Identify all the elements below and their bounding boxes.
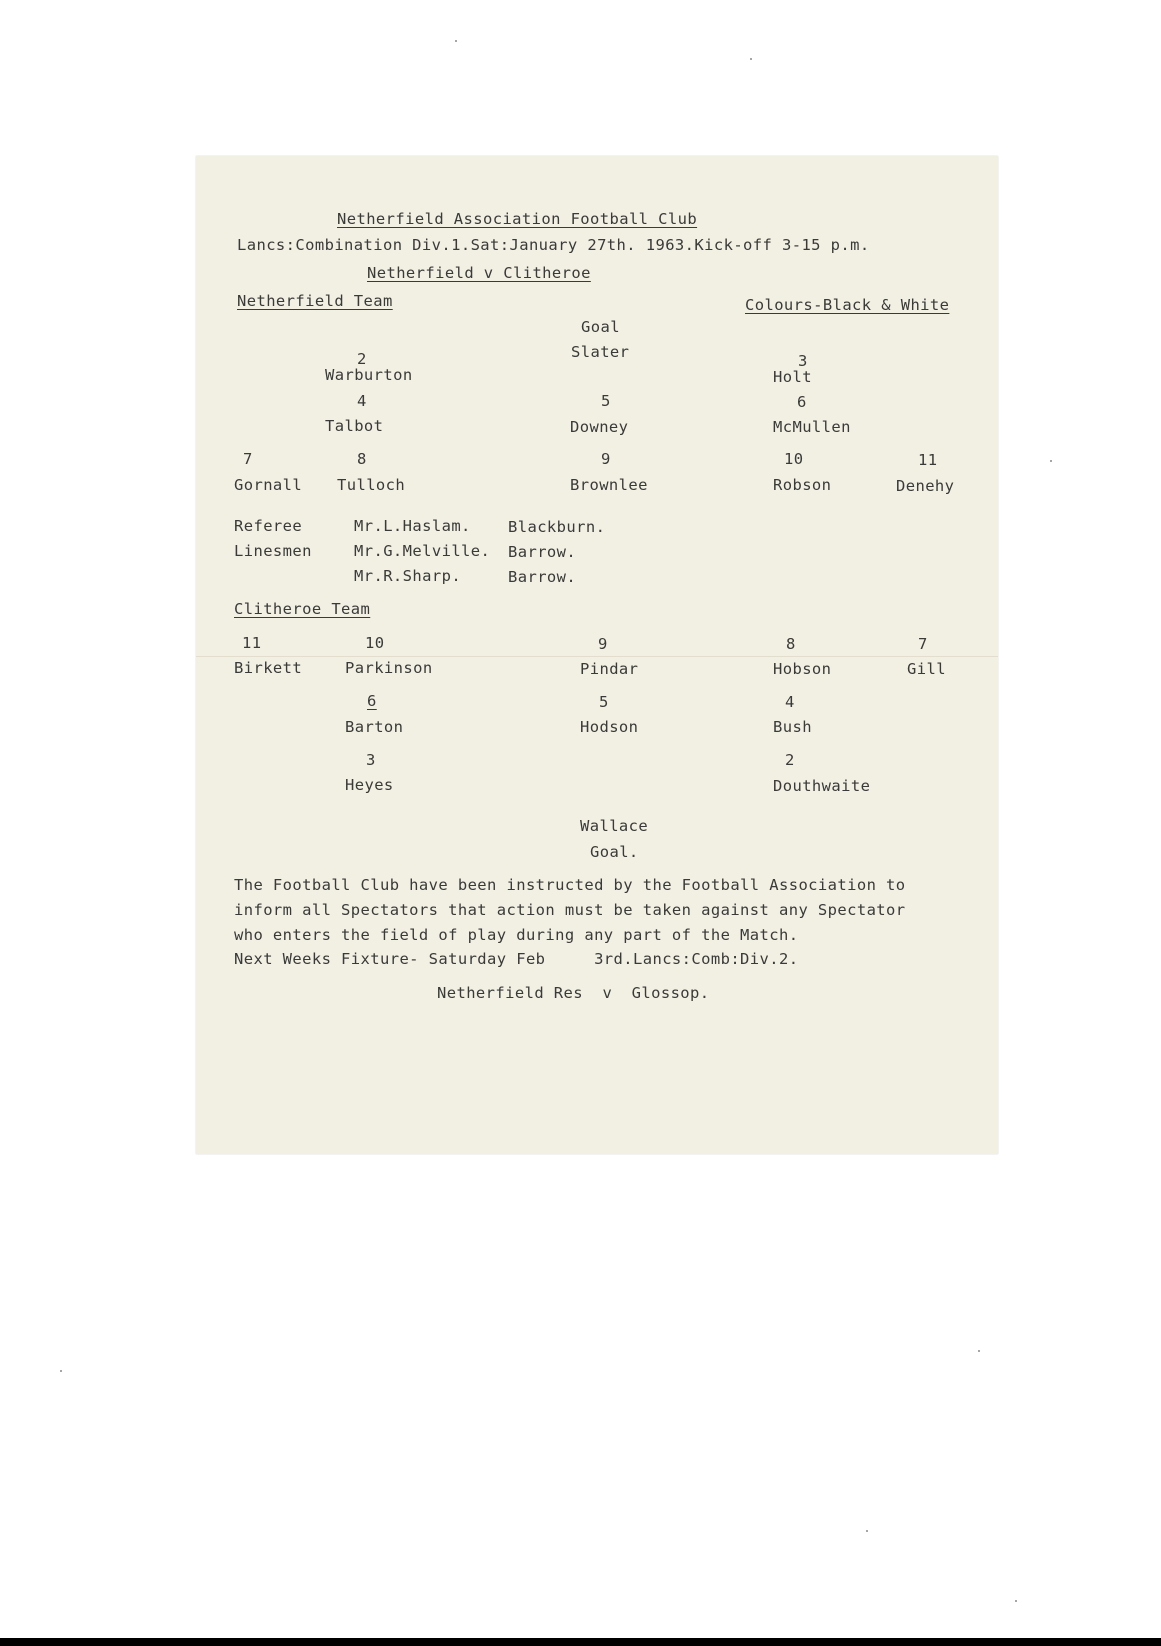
player-number: 4 [785,693,795,711]
player-number: 10 [784,450,804,468]
netherfield-goalkeeper: Slater [571,343,630,361]
scan-speck [750,58,752,60]
player-number: 4 [357,392,367,410]
scan-speck [978,1350,980,1352]
player-name: Gill [907,660,946,678]
notice-line: who enters the field of play during any part of the Match. [234,926,799,944]
scan-speck [1050,460,1052,462]
scan-speck [1015,1600,1017,1602]
player-name: Downey [570,418,629,436]
player-number: 9 [598,635,608,653]
player-name: Brownlee [570,476,648,494]
player-name: Hobson [773,660,832,678]
player-number: 11 [918,451,938,469]
paper-fold [196,656,998,657]
player-name: Heyes [345,776,394,794]
player-number: 10 [365,634,385,652]
player-number: 6 [797,393,807,411]
player-number: 5 [599,693,609,711]
player-name: Douthwaite [773,777,871,795]
next-fixture-line: Next Weeks Fixture- Saturday Feb 3rd.Lancs:Comb:Div.2. [234,950,799,968]
player-name: Holt [773,368,812,386]
notice-line: The Football Club have been instructed by the Football Association to [234,876,906,894]
player-number: 8 [357,450,367,468]
scan-edge [0,1638,1161,1646]
clitheroe-goal-label: Goal. [590,843,639,861]
colours-label: Colours-Black & White [745,296,950,314]
linesman-town: Barrow. [508,568,577,586]
scan-speck [866,1530,868,1532]
player-name: Talbot [325,417,384,435]
next-fixture-match: Netherfield Res v Glossop. [437,984,710,1002]
player-name: Warburton [325,366,413,384]
player-number: 3 [366,751,376,769]
scan-speck [60,1370,62,1372]
player-number: 7 [918,635,928,653]
player-name: Barton [345,718,404,736]
player-name: Birkett [234,659,303,677]
linesman-town: Barrow. [508,543,577,561]
player-name: Pindar [580,660,639,678]
referee-name: Mr.L.Haslam. [354,517,471,535]
player-number: 8 [786,635,796,653]
referee-town: Blackburn. [508,518,606,536]
referee-label: Referee [234,517,303,535]
player-number: 5 [601,392,611,410]
player-name: Gornall [234,476,303,494]
linesman-name: Mr.R.Sharp. [354,567,462,585]
netherfield-goal-label: Goal [581,318,620,336]
linesman-name: Mr.G.Melville. [354,542,491,560]
player-number: 7 [243,450,253,468]
player-name: Denehy [896,477,955,495]
player-name: McMullen [773,418,851,436]
player-name: Bush [773,718,812,736]
fixture-title: Netherfield v Clitheroe [367,264,591,282]
player-name: Hodson [580,718,639,736]
player-number: 11 [242,634,262,652]
player-number: 6 [367,692,377,710]
linesmen-label: Linesmen [234,542,312,560]
player-name: Parkinson [345,659,433,677]
player-number: 3 [798,352,808,370]
player-number: 9 [601,450,611,468]
player-number: 2 [357,350,367,368]
player-number: 2 [785,751,795,769]
player-name: Robson [773,476,832,494]
scan-speck [455,40,457,42]
clitheroe-goalkeeper: Wallace [580,817,649,835]
programme-sheet [196,156,998,1154]
club-title: Netherfield Association Football Club [337,210,698,228]
netherfield-team-label: Netherfield Team [237,292,393,310]
player-name: Tulloch [337,476,406,494]
clitheroe-team-label: Clitheroe Team [234,600,371,618]
notice-line: inform all Spectators that action must be taken against any Spectator [234,901,906,919]
match-details: Lancs:Combination Div.1.Sat:January 27th. 1963.Kick-off 3-15 p.m. [237,236,870,254]
